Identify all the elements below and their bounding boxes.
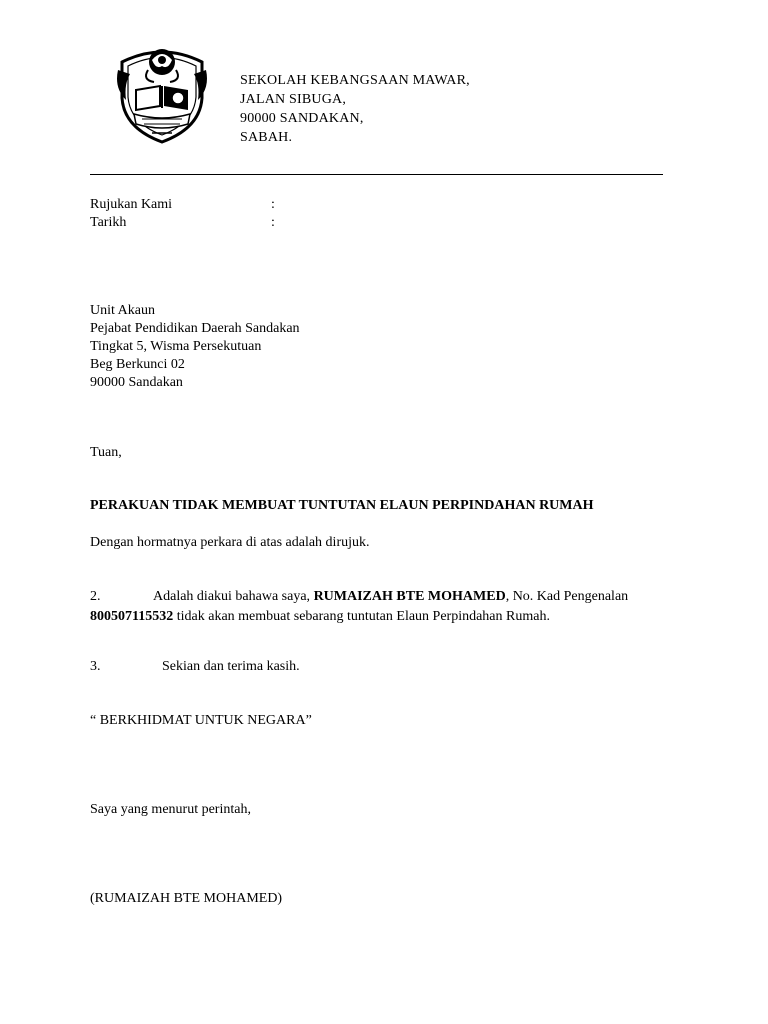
reference-label: Rujukan Kami	[90, 197, 173, 212]
signatory-name: (RUMAIZAH BTE MOHAMED)	[90, 891, 283, 906]
paragraph-3	[90, 659, 300, 675]
paragraph-2-text-after: tidak akan membuat sebarang tuntutan Elaun Perpindahan Rumah.	[173, 609, 550, 624]
school-street: JALAN SIBUGA,	[240, 92, 347, 107]
paragraph-2-line-1	[90, 587, 670, 607]
paragraph-2-text-before: Adalah diakui bahawa saya,	[153, 589, 314, 604]
school-crest-icon	[112, 40, 212, 145]
date-row	[90, 214, 390, 232]
motto: “ BERKHIDMAT UNTUK NEGARA”	[90, 713, 312, 728]
paragraph-3-text: Sekian dan terima kasih.	[162, 659, 300, 674]
declarant-name: RUMAIZAH BTE MOHAMED	[313, 589, 506, 604]
paragraph-number: 3.	[90, 659, 101, 674]
paragraph-2-text-mid: , No. Kad Pengenalan	[505, 589, 629, 604]
reference-row	[90, 196, 390, 214]
letter-subject: PERAKUAN TIDAK MEMBUAT TUNTUTAN ELAUN PERPINDAHAN RUMAH	[90, 498, 594, 513]
header-divider	[90, 174, 663, 175]
salutation: Tuan,	[90, 445, 122, 460]
recipient-line: Beg Berkunci 02	[90, 357, 185, 372]
school-address	[240, 71, 470, 147]
reference-colon: :	[271, 197, 275, 212]
intro-paragraph: Dengan hormatnya perkara di atas adalah dirujuk.	[90, 535, 370, 550]
school-state: SABAH.	[240, 130, 293, 145]
paragraph-2-line-2	[90, 607, 670, 627]
ic-number: 800507115532	[90, 609, 174, 624]
paragraph-2	[90, 587, 670, 627]
school-postcode-city: 90000 SANDAKAN,	[240, 111, 364, 126]
school-name: SEKOLAH KEBANGSAAN MAWAR,	[240, 73, 470, 88]
reference-block	[90, 196, 390, 232]
recipient-line: Tingkat 5, Wisma Persekutuan	[90, 339, 262, 354]
recipient-line: Pejabat Pendidikan Daerah Sandakan	[90, 321, 300, 336]
date-colon: :	[271, 215, 275, 230]
recipient-address	[90, 302, 300, 392]
recipient-line: 90000 Sandakan	[90, 375, 183, 390]
recipient-line: Unit Akaun	[90, 303, 155, 318]
paragraph-number: 2.	[90, 589, 101, 604]
date-label: Tarikh	[90, 215, 127, 230]
closing-line: Saya yang menurut perintah,	[90, 802, 251, 817]
